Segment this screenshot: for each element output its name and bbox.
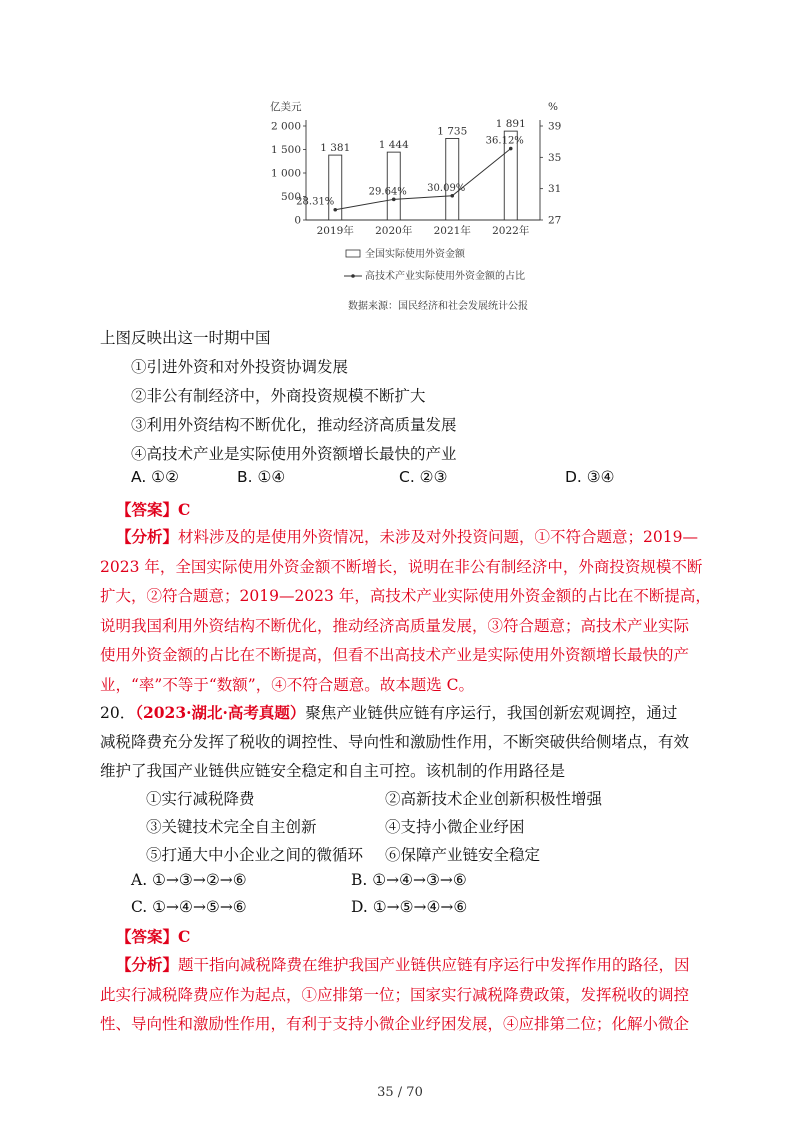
left-tick-label: 500 <box>280 191 301 203</box>
line-point <box>333 208 337 212</box>
q20-stem-line: 减税降费充分发挥了税收的调控性、导向性和激励性作用，不断突破供给侧堵点，有效 <box>100 733 690 751</box>
analysis-line: 2023 年，全国实际使用外资金额不断增长，说明在非公有制经济中，外商投资规模不断 <box>100 557 703 576</box>
q20-item: ②高新技术企业创新积极性增强 <box>385 790 603 808</box>
analysis-line: 题干指向减税降费在维护我国产业链供应链有序运行中发挥作用的路径，因 <box>178 956 690 974</box>
analysis-line: 业，“率”不等于“数额”，④不符合题意。故本题选 C。 <box>100 675 474 694</box>
left-tick-label: 1 000 <box>270 167 301 180</box>
right-axis-unit: % <box>548 101 558 113</box>
line-point <box>392 198 396 202</box>
q19-option-d: D. ③④ <box>565 468 615 486</box>
analysis-line: 使用外资金额的占比在不断提高，但看不出高技术产业是实际使用外资额增长最快的产 <box>100 646 690 664</box>
q20-item: ①实行减税降费 <box>146 790 255 808</box>
left-tick-label: 2 000 <box>270 120 301 133</box>
right-tick-label: 31 <box>548 183 562 196</box>
bar-value-label: 1 444 <box>378 139 409 152</box>
q20-option-c: C. ①→④→⑤→⑥ <box>131 898 247 916</box>
q20-answer: 【答案】C <box>116 927 191 946</box>
line-point <box>509 147 513 151</box>
line-series <box>335 149 511 210</box>
bar-value-label: 1 381 <box>320 142 351 155</box>
chart-source: 数据来源：国民经济和社会发展统计公报 <box>348 301 528 312</box>
q19-analysis <box>100 522 730 700</box>
bar-value-label: 1 735 <box>437 125 468 138</box>
q19-option-c: C. ②③ <box>399 468 448 486</box>
q19-item: ①引进外资和对外投资协调发展 <box>131 358 349 376</box>
line-point <box>450 194 454 198</box>
right-tick-label: 35 <box>548 151 562 164</box>
q20-source-tag: （2023·湖北·高考真题） <box>135 703 306 722</box>
q19-option-b: B. ①④ <box>237 468 286 486</box>
bar-value-label: 1 891 <box>495 118 526 131</box>
x-tick-label: 2021年 <box>433 225 471 237</box>
right-tick-label: 27 <box>548 214 562 227</box>
x-tick-label: 2020年 <box>375 225 413 237</box>
q19-answer: 【答案】C <box>116 500 191 519</box>
left-tick-label: 0 <box>294 214 301 227</box>
line-value-label: 30.09% <box>427 182 466 194</box>
line-value-label: 28.31% <box>296 196 335 208</box>
analysis-line: 此实行减税降费应作为起点，①应排第一位；国家实行减税降费政策，发挥税收的调控 <box>100 985 690 1004</box>
foreign-investment-chart <box>268 98 600 318</box>
legend-bar-swatch <box>346 250 360 257</box>
q20-analysis <box>100 950 730 1040</box>
q20-item: ③关键技术完全自主创新 <box>146 818 317 836</box>
right-tick-label: 39 <box>548 120 562 133</box>
analysis-line: 说明我国利用外资结构不断优化，推动经济高质量发展，③符合题意；高技术产业实际 <box>100 616 690 635</box>
q19-stem: 上图反映出这一时期中国 <box>100 329 271 347</box>
q20-option-d: D. ①→⑤→④→⑥ <box>351 898 468 916</box>
left-axis-unit: 亿美元 <box>270 101 302 113</box>
x-tick-label: 2022年 <box>492 225 530 237</box>
legend-bar-label: 全国实际使用外资金额 <box>365 249 465 260</box>
bar <box>446 138 459 220</box>
q19-item: ②非公有制经济中，外商投资规模不断扩大 <box>131 387 426 405</box>
q19-item: ③利用外资结构不断优化，推动经济高质量发展 <box>131 416 457 434</box>
line-value-label: 29.64% <box>368 186 407 198</box>
page-number: 35 / 70 <box>377 1085 423 1100</box>
q20-analysis-label: 【分析】 <box>116 955 179 974</box>
q19-option-a: A. ①② <box>131 468 179 486</box>
q20-option-a: A. ①→③→②→⑥ <box>131 871 247 889</box>
q20-stem-line: 维护了我国产业链供应链安全稳定和自主可控。该机制的作用路径是 <box>100 762 566 780</box>
q20-number: 20． <box>100 704 136 722</box>
line-value-label: 36.12% <box>485 135 524 147</box>
analysis-line: 性、导向性和激励性作用，有利于支持小微企业纾困发展，④应排第二位；化解小微企 <box>100 1015 690 1033</box>
analysis-line: 扩大，②符合题意；2019—2023 年，高技术产业实际使用外资金额的占比在不断提高， <box>100 587 711 605</box>
chart-line <box>333 147 512 212</box>
x-tick-label: 2019年 <box>316 225 354 237</box>
q20-item: ⑤打通大中小企业之间的微循环 <box>146 846 364 864</box>
q20-item: ④支持小微企业纾困 <box>385 818 525 836</box>
q20-item: ⑥保障产业链安全稳定 <box>385 846 541 864</box>
q19-analysis-label: 【分析】 <box>116 527 179 546</box>
left-tick-label: 1 500 <box>270 144 301 156</box>
analysis-line: 材料涉及的是使用外资情况，未涉及对外投资问题，①不符合题意；2019— <box>178 528 698 546</box>
q20-stem-first: 20．（2023·湖北·高考真题）聚焦产业链供应链有序运行，我国创新宏观调控，通过 <box>100 703 678 722</box>
q19-item: ④高技术产业是实际使用外资额增长最快的产业 <box>131 445 457 463</box>
legend-line-label: 高技术产业实际使用外资金额的占比 <box>365 271 525 282</box>
q20-option-b: B. ①→④→③→⑥ <box>351 871 467 889</box>
